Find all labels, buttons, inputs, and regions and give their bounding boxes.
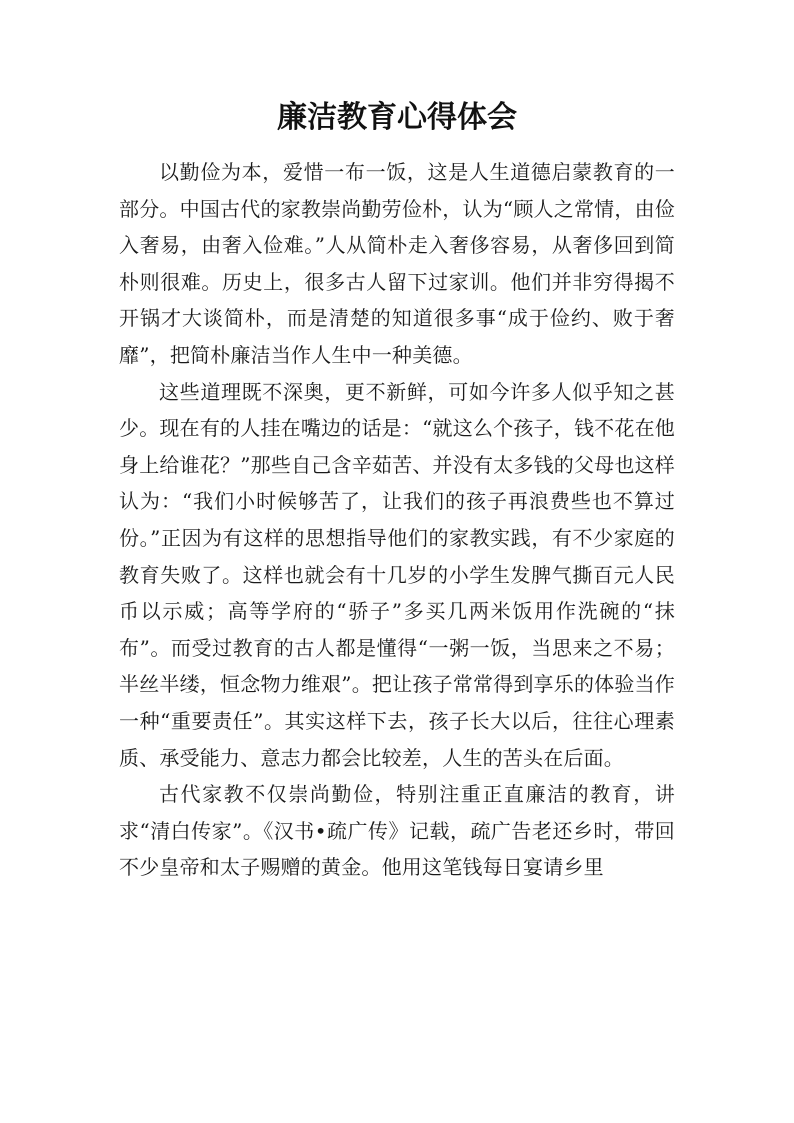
paragraph-3: 古代家教不仅崇尚勤俭，特别注重正直廉洁的教育，讲求“清白传家”。《汉书•疏广传》记载，疏广告老还乡时，带回不少皇帝和太子赐赠的黄金。他用这笔钱每日宴请乡里: [119, 782, 675, 880]
paragraph-2: 这些道理既不深奥，更不新鲜，可如今许多人似乎知之甚少。现在有的人挂在嘴边的话是：“就这么个孩子，钱不花在他身上给谁花？”那些自己含辛茹苦、并没有太多钱的父母也这样认为：“我们小时候够苦了，让我们的孩子再浪费些也不算过份。”正因为有这样的思想指导他们的家教实践，有不少家庭的教育失败了。这样也就会有十几岁的小学生发脾气撕百元人民币以示威；高等学府的“骄子”多买几两米饭用作洗碗的“抹布”。而受过教育的古人都是懂得“一粥一饭，当思来之不易；半丝半缕，恒念物力维艰”。把让孩子常常得到享乐的体验当作一种“重要责任”。其实这样下去，孩子长大以后，往往心理素质、承受能力、意志力都会比较差，人生的苦头在后面。: [119, 379, 675, 770]
document-body: [119, 154, 675, 886]
paragraph-1: 以勤俭为本，爱惜一布一饭，这是人生道德启蒙教育的一部分。中国古代的家教崇尚勤劳俭朴，认为“顾人之常情，由俭入奢易，由奢入俭难。”人从简朴走入奢侈容易，从奢侈回到简朴则很难。历史上，很多古人留下过家训。他们并非穷得揭不开锅才大谈简朴，而是清楚的知道很多事“成于俭约、败于奢靡”，把简朴廉洁当作人生中一种美德。: [119, 160, 675, 367]
document-title: 廉洁教育心得体会: [277, 100, 517, 135]
